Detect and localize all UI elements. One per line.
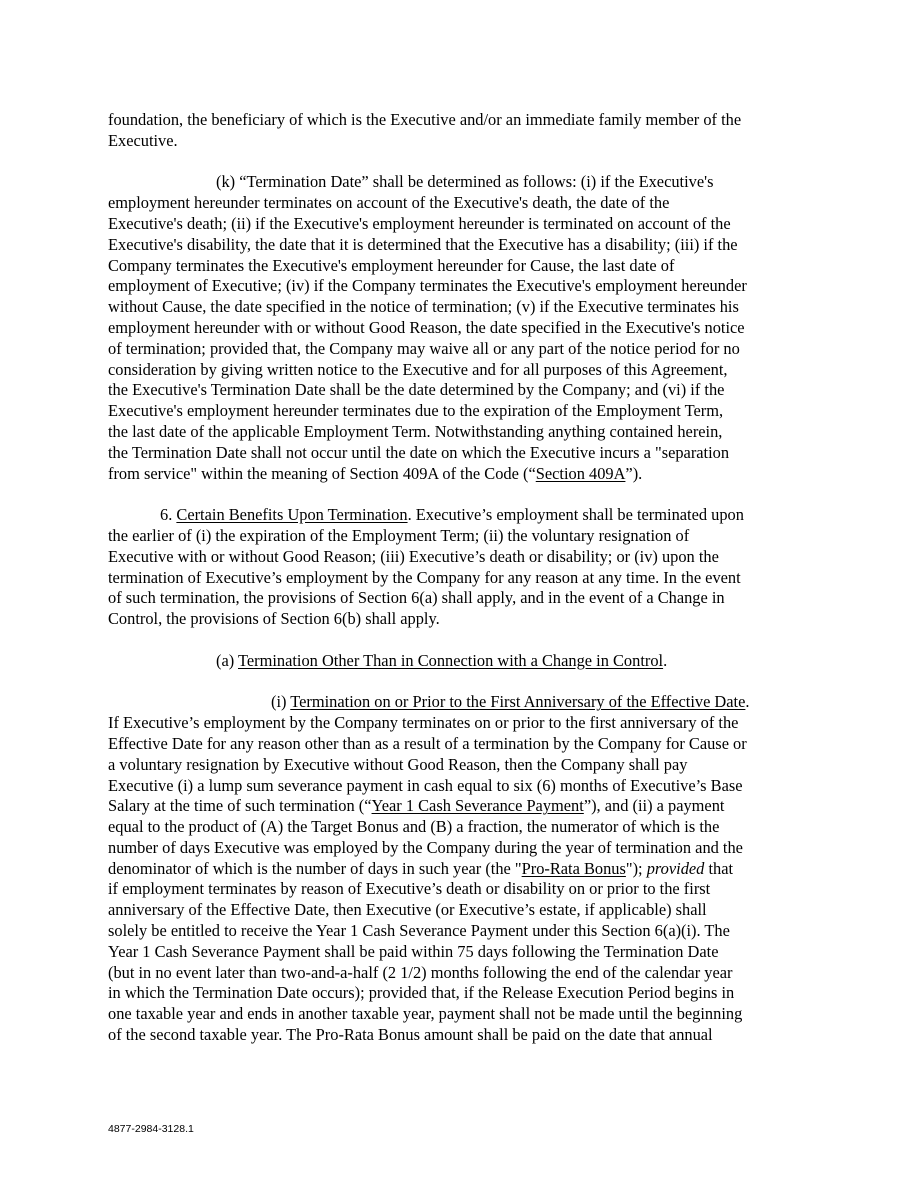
text-line: Company terminates the Executive's employment hereunder for Cause, the last date of (108, 255, 675, 275)
text-line: number of days Executive was employed by the Company during the year of termination and the (108, 837, 743, 857)
text-line (108, 464, 811, 485)
text-line (108, 651, 811, 672)
text-line: in which the Termination Date occurs); provided that, if the Release Execution Period begins in (108, 983, 735, 1003)
text-line: anniversary of the Effective Date, then Executive (or Executive’s estate, if applicable) shall (108, 900, 707, 920)
text-line: the Termination Date shall not occur until the date on which the Executive incurs a "separation (108, 442, 730, 462)
text-line: Effective Date for any reason other than as a result of a termination by the Company for Cause or (108, 733, 747, 753)
text-run: . Executive’s employment shall be terminated upon (407, 505, 744, 525)
section-heading-termination-other: Termination Other Than in Connection with a Change in Control (238, 650, 664, 670)
text-line: Executive's disability, the date that it is determined that the Executive has a disability; (iii) if the (108, 234, 738, 254)
text-line: if employment terminates by reason of Executive’s death or disability on or prior to the first (108, 879, 711, 899)
text-line: Executive (i) a lump sum severance payment in cash equal to six (6) months of Executive’s Base (108, 775, 743, 795)
paragraph-section-6a-heading (108, 651, 811, 672)
paragraph-k-termination-date (108, 172, 811, 484)
text-run: from service" within the meaning of Section 409A of the Code (“ (108, 463, 536, 483)
text-run: ”). (625, 463, 643, 483)
defined-term-year1-severance: Year 1 Cash Severance Payment (371, 796, 584, 816)
text-line: solely be entitled to receive the Year 1 Cash Severance Payment under this Section 6(a)(i). The (108, 921, 730, 941)
text-line: Executive's employment hereunder terminates due to the expiration of the Employment Term, (108, 401, 724, 421)
text-line: employment of Executive; (iv) if the Company terminates the Executive's employment hereunder (108, 276, 747, 296)
text-run: denominator of which is the number of days in such year (the " (108, 858, 522, 878)
text-line: consideration by giving written notice to the Executive and for all purposes of this Agreement, (108, 359, 728, 379)
defined-term-section-409a: Section 409A (535, 463, 626, 483)
text-line: employment hereunder with or without Good Reason, the date specified in the Executive's notice (108, 317, 745, 337)
paragraph-intro-continuation (108, 110, 811, 152)
text-line: the earlier of (i) the expiration of the Employment Term; (ii) the voluntary resignation of (108, 525, 690, 545)
text-line: (but in no event later than two-and-a-half (2 1/2) months following the end of the calendar year (108, 962, 733, 982)
text-line: the Executive's Termination Date shall be the date determined by the Company; and (vi) if the (108, 380, 725, 400)
text-run: (i) (271, 692, 291, 712)
text-line: a voluntary resignation by Executive without Good Reason, then the Company shall pay (108, 754, 688, 774)
paragraph-section-6ai (108, 692, 811, 1046)
section-heading-first-anniversary: Termination on or Prior to the First Anniversary of the Effective Date (290, 692, 746, 712)
text-line (108, 859, 811, 880)
text-line: of the second taxable year. The Pro-Rata Bonus amount shall be paid on the date that annual (108, 1025, 713, 1045)
text-run: ”), and (ii) a payment (583, 796, 725, 816)
text-run: (a) (216, 650, 238, 670)
text-line: termination of Executive’s employment by the Company for any reason at any time. In the event (108, 567, 741, 587)
text-line: Executive's death; (ii) if the Executive's employment hereunder is terminated on account of the (108, 213, 731, 233)
text-run: . (745, 692, 750, 712)
text-run: "); (625, 858, 647, 878)
text-line: one taxable year and ends in another taxable year, payment shall not be made until the beginning (108, 1004, 743, 1024)
text-line (108, 692, 811, 713)
text-line: Executive. (108, 130, 178, 150)
text-line: the last date of the applicable Employment Term. Notwithstanding anything contained herein, (108, 421, 723, 441)
text-run: that (704, 858, 734, 878)
paragraph-section-6 (108, 505, 811, 630)
document-page (108, 110, 811, 1046)
text-line: of such termination, the provisions of Section 6(a) shall apply, and in the event of a Change in (108, 588, 725, 608)
text-line: If Executive’s employment by the Company terminates on or prior to the first anniversary of the (108, 713, 739, 733)
text-line: of termination; provided that, the Company may waive all or any part of the notice period for no (108, 338, 740, 358)
text-line: foundation, the beneficiary of which is the Executive and/or an immediate family member of the (108, 110, 742, 129)
footer-document-id: 4877-2984-3128.1 (108, 1123, 194, 1135)
text-line: without Cause, the date specified in the notice of termination; (v) if the Executive terminates his (108, 297, 739, 317)
text-run: . (663, 650, 668, 670)
text-run: 6. (160, 505, 177, 525)
text-line: Year 1 Cash Severance Payment shall be paid within 75 days following the Termination Date (108, 941, 719, 961)
text-line: equal to the product of (A) the Target Bonus and (B) a fraction, the numerator of which is the (108, 817, 720, 837)
text-line: Control, the provisions of Section 6(b) shall apply. (108, 609, 440, 629)
text-line (108, 505, 811, 526)
text-line: Executive with or without Good Reason; (iii) Executive’s death or disability; or (iv) upon the (108, 546, 719, 566)
text-line: (k) “Termination Date” shall be determined as follows: (i) if the Executive's (216, 172, 714, 192)
text-run: Salary at the time of such termination (“ (108, 796, 372, 816)
italic-provided: provided (646, 858, 705, 878)
text-line (108, 796, 811, 817)
section-heading-certain-benefits: Certain Benefits Upon Termination (176, 505, 408, 525)
defined-term-pro-rata-bonus: Pro-Rata Bonus (521, 858, 626, 878)
text-line: employment hereunder terminates on account of the Executive's death, the date of the (108, 193, 670, 213)
